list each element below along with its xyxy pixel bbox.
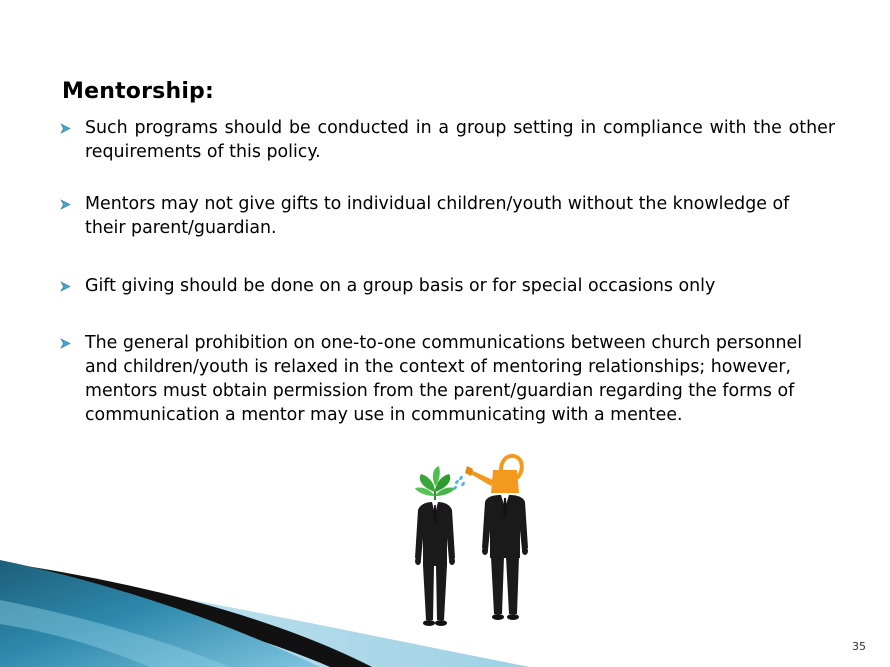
water-drops: [452, 475, 465, 491]
bullet-text: The general prohibition on one-to-one communications between church personnel and children/youth is relaxed in the context of mentoring relationships; however, mentors must obtain permission from the parent/guardian regarding the forms of communication a mentor may use in communicating with a mentee.: [85, 333, 803, 425]
bullet-item: [60, 331, 835, 427]
watering-can-head-figure: [465, 456, 528, 620]
arrow-bullet-icon: [60, 281, 71, 292]
mentor-illustration: [405, 448, 545, 633]
plant-head-figure: [415, 466, 455, 626]
bullet-text: Gift giving should be done on a group basis or for special occasions only: [85, 276, 716, 296]
arrow-bullet-icon: [60, 199, 71, 210]
bullet-item: [60, 192, 835, 240]
bullet-text: Mentors may not give gifts to individual children/youth without the knowledge of their parent/guardian.: [85, 194, 790, 238]
arrow-bullet-icon: [60, 123, 71, 134]
page-number: 35: [852, 640, 866, 653]
bullet-text: Such programs should be conducted in a group setting in compliance with the other requirements of this policy.: [85, 118, 835, 162]
arrow-bullet-icon: [60, 338, 71, 349]
slide-title: Mentorship:: [62, 79, 214, 104]
bullet-item: [60, 116, 835, 164]
bullet-item: [60, 274, 715, 298]
